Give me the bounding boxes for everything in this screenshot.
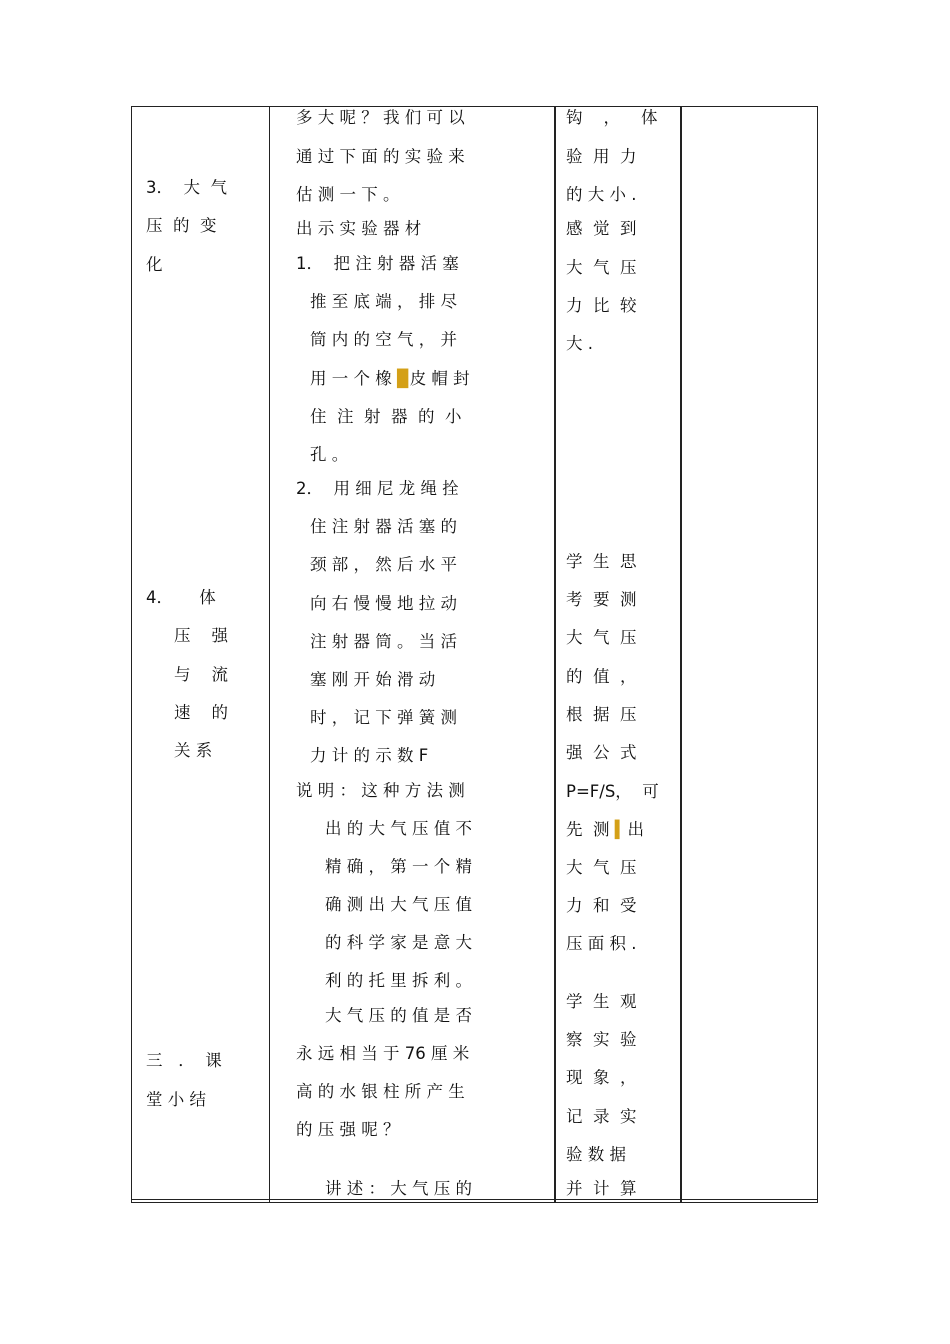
col3-text-line <box>566 590 636 610</box>
line-text: 的 科 学 家 是 意 大 <box>325 933 472 952</box>
col3-text-line <box>566 108 657 128</box>
line-text: 大 气 压 的 值 是 否 <box>325 1006 472 1025</box>
col2-text-line <box>296 219 421 239</box>
col3-text-line <box>566 1107 636 1127</box>
line-text: 压 面 积 . <box>566 934 637 953</box>
line-text: 高 的 水 银 柱 所 产 生 <box>296 1082 465 1101</box>
col2-text-line <box>296 1082 465 1102</box>
col2-text-line <box>325 971 472 991</box>
line-text: 学 生 思 <box>566 552 637 571</box>
col2-text-line <box>310 407 461 427</box>
line-text-rest: 出 <box>627 820 644 839</box>
col2-text-line <box>325 933 472 953</box>
line-text: 用 一 个 橡 <box>310 369 397 388</box>
line-text: 推 至 底 端 ， 排 尽 <box>310 292 457 311</box>
col2-text-line <box>310 555 457 575</box>
column-divider-1 <box>269 106 270 1203</box>
line-text: 现 象 ， <box>566 1068 637 1087</box>
highlight-mark: ▍ <box>614 820 628 839</box>
col1-text-line <box>146 216 216 236</box>
line-text: 永 远 相 当 于 76 厘 米 <box>296 1044 470 1063</box>
col2-text-line <box>325 857 472 877</box>
col2-text-line <box>310 594 457 614</box>
col3-text-line <box>566 147 636 167</box>
col1-text-line <box>174 741 212 761</box>
col1-text-line <box>146 1090 206 1110</box>
line-text: 筒 内 的 空 气 ， 并 <box>310 330 457 349</box>
line-text: 堂 小 结 <box>146 1090 206 1109</box>
line-text: 向 右 慢 慢 地 拉 动 <box>310 594 457 613</box>
col1-text-line <box>146 588 216 608</box>
highlight-mark: ▉ <box>396 369 410 388</box>
col2-text-line <box>296 254 459 274</box>
col3-text-line <box>566 296 636 316</box>
lesson-table <box>131 106 818 1203</box>
line-text: 2． 用 细 尼 龙 绳 拴 <box>296 479 459 498</box>
col3-text-line <box>566 743 636 763</box>
line-text: 力 比 较 <box>566 296 637 315</box>
line-text: 孔 。 <box>310 445 349 464</box>
line-text: 关 系 <box>174 741 213 760</box>
col1-text-line <box>146 1051 222 1071</box>
line-text: 3． 大 气 <box>146 178 227 197</box>
col3-text-line <box>566 782 659 802</box>
line-text: 三 ． 课 <box>146 1051 222 1070</box>
col2-text-line <box>296 1120 399 1140</box>
col2-text-line <box>325 819 472 839</box>
col3-text-line <box>566 992 636 1012</box>
line-text: 说 明 ： 这 种 方 法 测 <box>296 781 465 800</box>
line-text: 学 生 观 <box>566 992 637 1011</box>
col2-text-line <box>310 708 457 728</box>
line-text: 力 计 的 示 数 F <box>310 746 429 765</box>
col2-text-line <box>325 1006 472 1026</box>
col2-text-line <box>310 632 457 652</box>
line-text: 的 大 小 . <box>566 185 637 204</box>
line-text: 大 气 压 <box>566 258 637 277</box>
line-text: 精 确 ， 第 一 个 精 <box>325 857 472 876</box>
line-text: 根 据 压 <box>566 705 637 724</box>
line-text: 注 射 器 筒 。 当 活 <box>310 632 457 651</box>
line-text: 与 流 <box>174 665 228 684</box>
line-text: 1． 把 注 射 器 活 塞 <box>296 254 459 273</box>
col1-text-line <box>174 665 228 685</box>
line-text: 钩 ， 体 <box>566 108 658 127</box>
col3-text-line <box>566 896 636 916</box>
col2-text-line <box>296 479 459 499</box>
line-text: 并 计 算 <box>566 1179 637 1198</box>
col3-text-line <box>566 334 593 354</box>
line-text: 化 <box>146 255 163 274</box>
col3-text-line <box>566 1145 626 1165</box>
line-text: 大 . <box>566 334 593 353</box>
col2-text-line <box>325 1179 472 1199</box>
column-divider-2 <box>554 106 556 1203</box>
line-text: 速 的 <box>174 703 228 722</box>
line-text: 讲 述 ： 大 气 压 的 <box>325 1179 472 1198</box>
col2-text-line <box>310 369 470 389</box>
line-text: 颈 部 ， 然 后 水 平 <box>310 555 457 574</box>
line-text: 察 实 验 <box>566 1030 637 1049</box>
col3-text-line <box>566 628 636 648</box>
col2-text-line <box>296 108 465 128</box>
col2-text-line <box>310 330 457 350</box>
col1-text-line <box>146 178 227 198</box>
col1-text-line <box>146 255 163 275</box>
line-text: 感 觉 到 <box>566 219 637 238</box>
line-text: 的 压 强 呢 ？ <box>296 1120 400 1139</box>
col2-text-line <box>296 147 465 167</box>
col3-text-line <box>566 820 644 840</box>
col3-text-line <box>566 1030 636 1050</box>
column-divider-3 <box>680 106 682 1203</box>
col3-text-line <box>566 258 636 278</box>
col2-text-line <box>296 781 465 801</box>
line-text-rest: 皮 帽 封 <box>409 369 470 388</box>
col2-text-line <box>310 292 457 312</box>
line-text: 塞 刚 开 始 滑 动 <box>310 670 436 689</box>
col2-text-line <box>310 746 428 766</box>
line-text: 住 注 射 器 的 小 <box>310 407 462 426</box>
col3-text-line <box>566 185 636 205</box>
line-text: 考 要 测 <box>566 590 637 609</box>
line-text: 估 测 一 下 。 <box>296 185 400 204</box>
line-text: 住 注 射 器 活 塞 的 <box>310 517 457 536</box>
col2-text-line <box>310 445 348 465</box>
col3-text-line <box>566 552 636 572</box>
line-text: 验 用 力 <box>566 147 637 166</box>
line-text: 记 录 实 <box>566 1107 637 1126</box>
line-text: 的 值 ， <box>566 667 637 686</box>
line-text: 大 气 压 <box>566 858 637 877</box>
col2-text-line <box>325 895 472 915</box>
line-text: 压 强 <box>174 626 228 645</box>
col3-text-line <box>566 1179 636 1199</box>
line-text: 4． 体 <box>146 588 216 607</box>
col3-text-line <box>566 858 636 878</box>
col2-text-line <box>296 185 399 205</box>
line-text: 时 ， 记 下 弹 簧 测 <box>310 708 457 727</box>
line-text: 出 示 实 验 器 材 <box>296 219 422 238</box>
col2-text-line <box>310 517 457 537</box>
line-text: 大 气 压 <box>566 628 637 647</box>
col1-text-line <box>174 626 228 646</box>
line-text: 压 的 变 <box>146 216 217 235</box>
line-text: 验 数 据 <box>566 1145 626 1164</box>
col2-text-line <box>310 670 435 690</box>
col3-text-line <box>566 934 636 954</box>
col3-text-line <box>566 1068 636 1088</box>
line-text: 利 的 托 里 拆 利 。 <box>325 971 472 990</box>
col3-text-line <box>566 705 636 725</box>
line-text: 出 的 大 气 压 值 不 <box>325 819 472 838</box>
col3-text-line <box>566 667 636 687</box>
line-text: 通 过 下 面 的 实 验 来 <box>296 147 465 166</box>
col3-text-line <box>566 219 636 239</box>
line-text: 力 和 受 <box>566 896 637 915</box>
line-text: 确 测 出 大 气 压 值 <box>325 895 472 914</box>
line-text: P=F/S， 可 <box>566 782 659 801</box>
col1-text-line <box>174 703 228 723</box>
line-text: 强 公 式 <box>566 743 637 762</box>
line-text: 多 大 呢 ？ 我 们 可 以 <box>296 108 465 127</box>
line-text: 先 测 <box>566 820 615 839</box>
col2-text-line <box>296 1044 469 1064</box>
